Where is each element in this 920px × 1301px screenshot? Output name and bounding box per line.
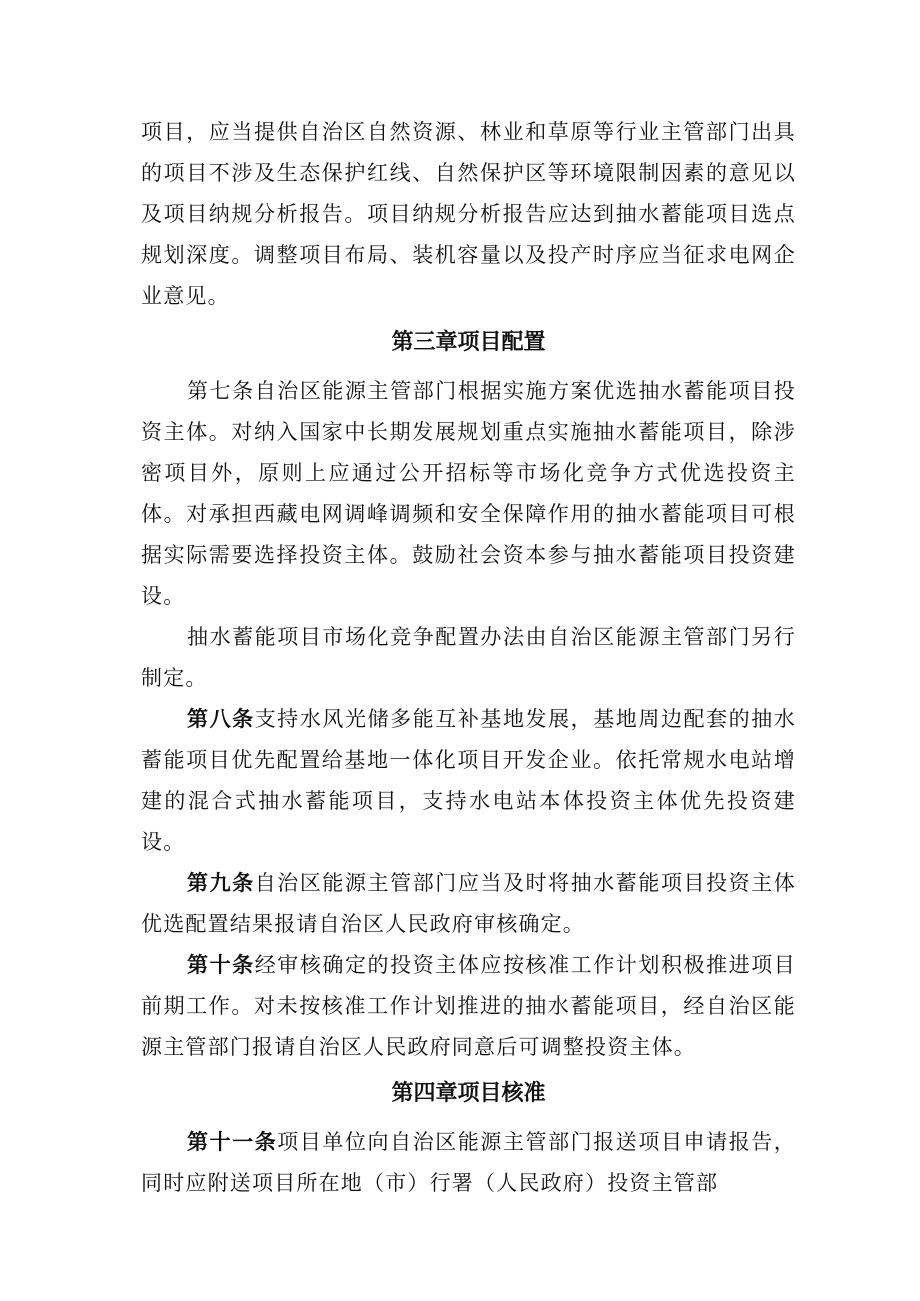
article-9-text: 自治区能源主管部门应当及时将抽水蓄能项目投资主体优选配置结果报请自治区人民政府审核确定。 [141, 871, 796, 936]
article-10 [141, 945, 796, 1068]
paragraph-market-allocation: 抽水蓄能项目市场化竞争配置办法由自治区能源主管部门另行制定。 [141, 625, 796, 690]
article-10-label: 第十条 [187, 953, 255, 977]
article-7: 第七条自治区能源主管部门根据实施方案优选抽水蓄能项目投资主体。对纳入国家中长期发展规划重点实施抽水蓄能项目，除涉密项目外，原则上应通过公开招标等市场化竞争方式优选投资主体。对承担西藏电网调峰调频和安全保障作用的抽水蓄能项目可根据实际需要选择投资主体。鼓励社会资本参与抽水蓄能项目投资建设。 [141, 379, 796, 608]
paragraph-continued: 项目，应当提供自治区自然资源、林业和草原等行业主管部门出具的项目不涉及生态保护红线、自然保护区等环境限制因素的意见以及项目纳规分析报告。项目纳规分析报告应达到抽水蓄能项目选点规划深度。调整项目布局、装机容量以及投产时序应当征求电网企业意见。 [141, 120, 796, 308]
article-11-label: 第十一条 [187, 1130, 278, 1154]
article-8 [141, 699, 796, 863]
document-page [141, 112, 796, 1204]
chapter-3-heading: 第三章项目配置 [391, 330, 546, 355]
article-11 [141, 1122, 796, 1204]
article-8-label: 第八条 [187, 707, 255, 731]
article-10-text: 经审核确定的投资主体应按核准工作计划积极推进项目前期工作。对未按核准工作计划推进的抽水蓄能项目，经自治区能源主管部门报请自治区人民政府同意后可调整投资主体。 [141, 953, 796, 1059]
article-9 [141, 863, 796, 945]
article-9-label: 第九条 [187, 871, 255, 895]
article-11-text: 项目单位向自治区能源主管部门报送项目申请报告，同时应附送项目所在地（市）行署（人民政府）投资主管部 [141, 1130, 796, 1195]
article-8-text: 支持水风光储多能互补基地发展，基地周边配套的抽水蓄能项目优先配置给基地一体化项目开发企业。依托常规水电站增建的混合式抽水蓄能项目，支持水电站本体投资主体优先投资建设。 [141, 707, 796, 854]
chapter-4-heading: 第四章项目核准 [391, 1081, 546, 1106]
